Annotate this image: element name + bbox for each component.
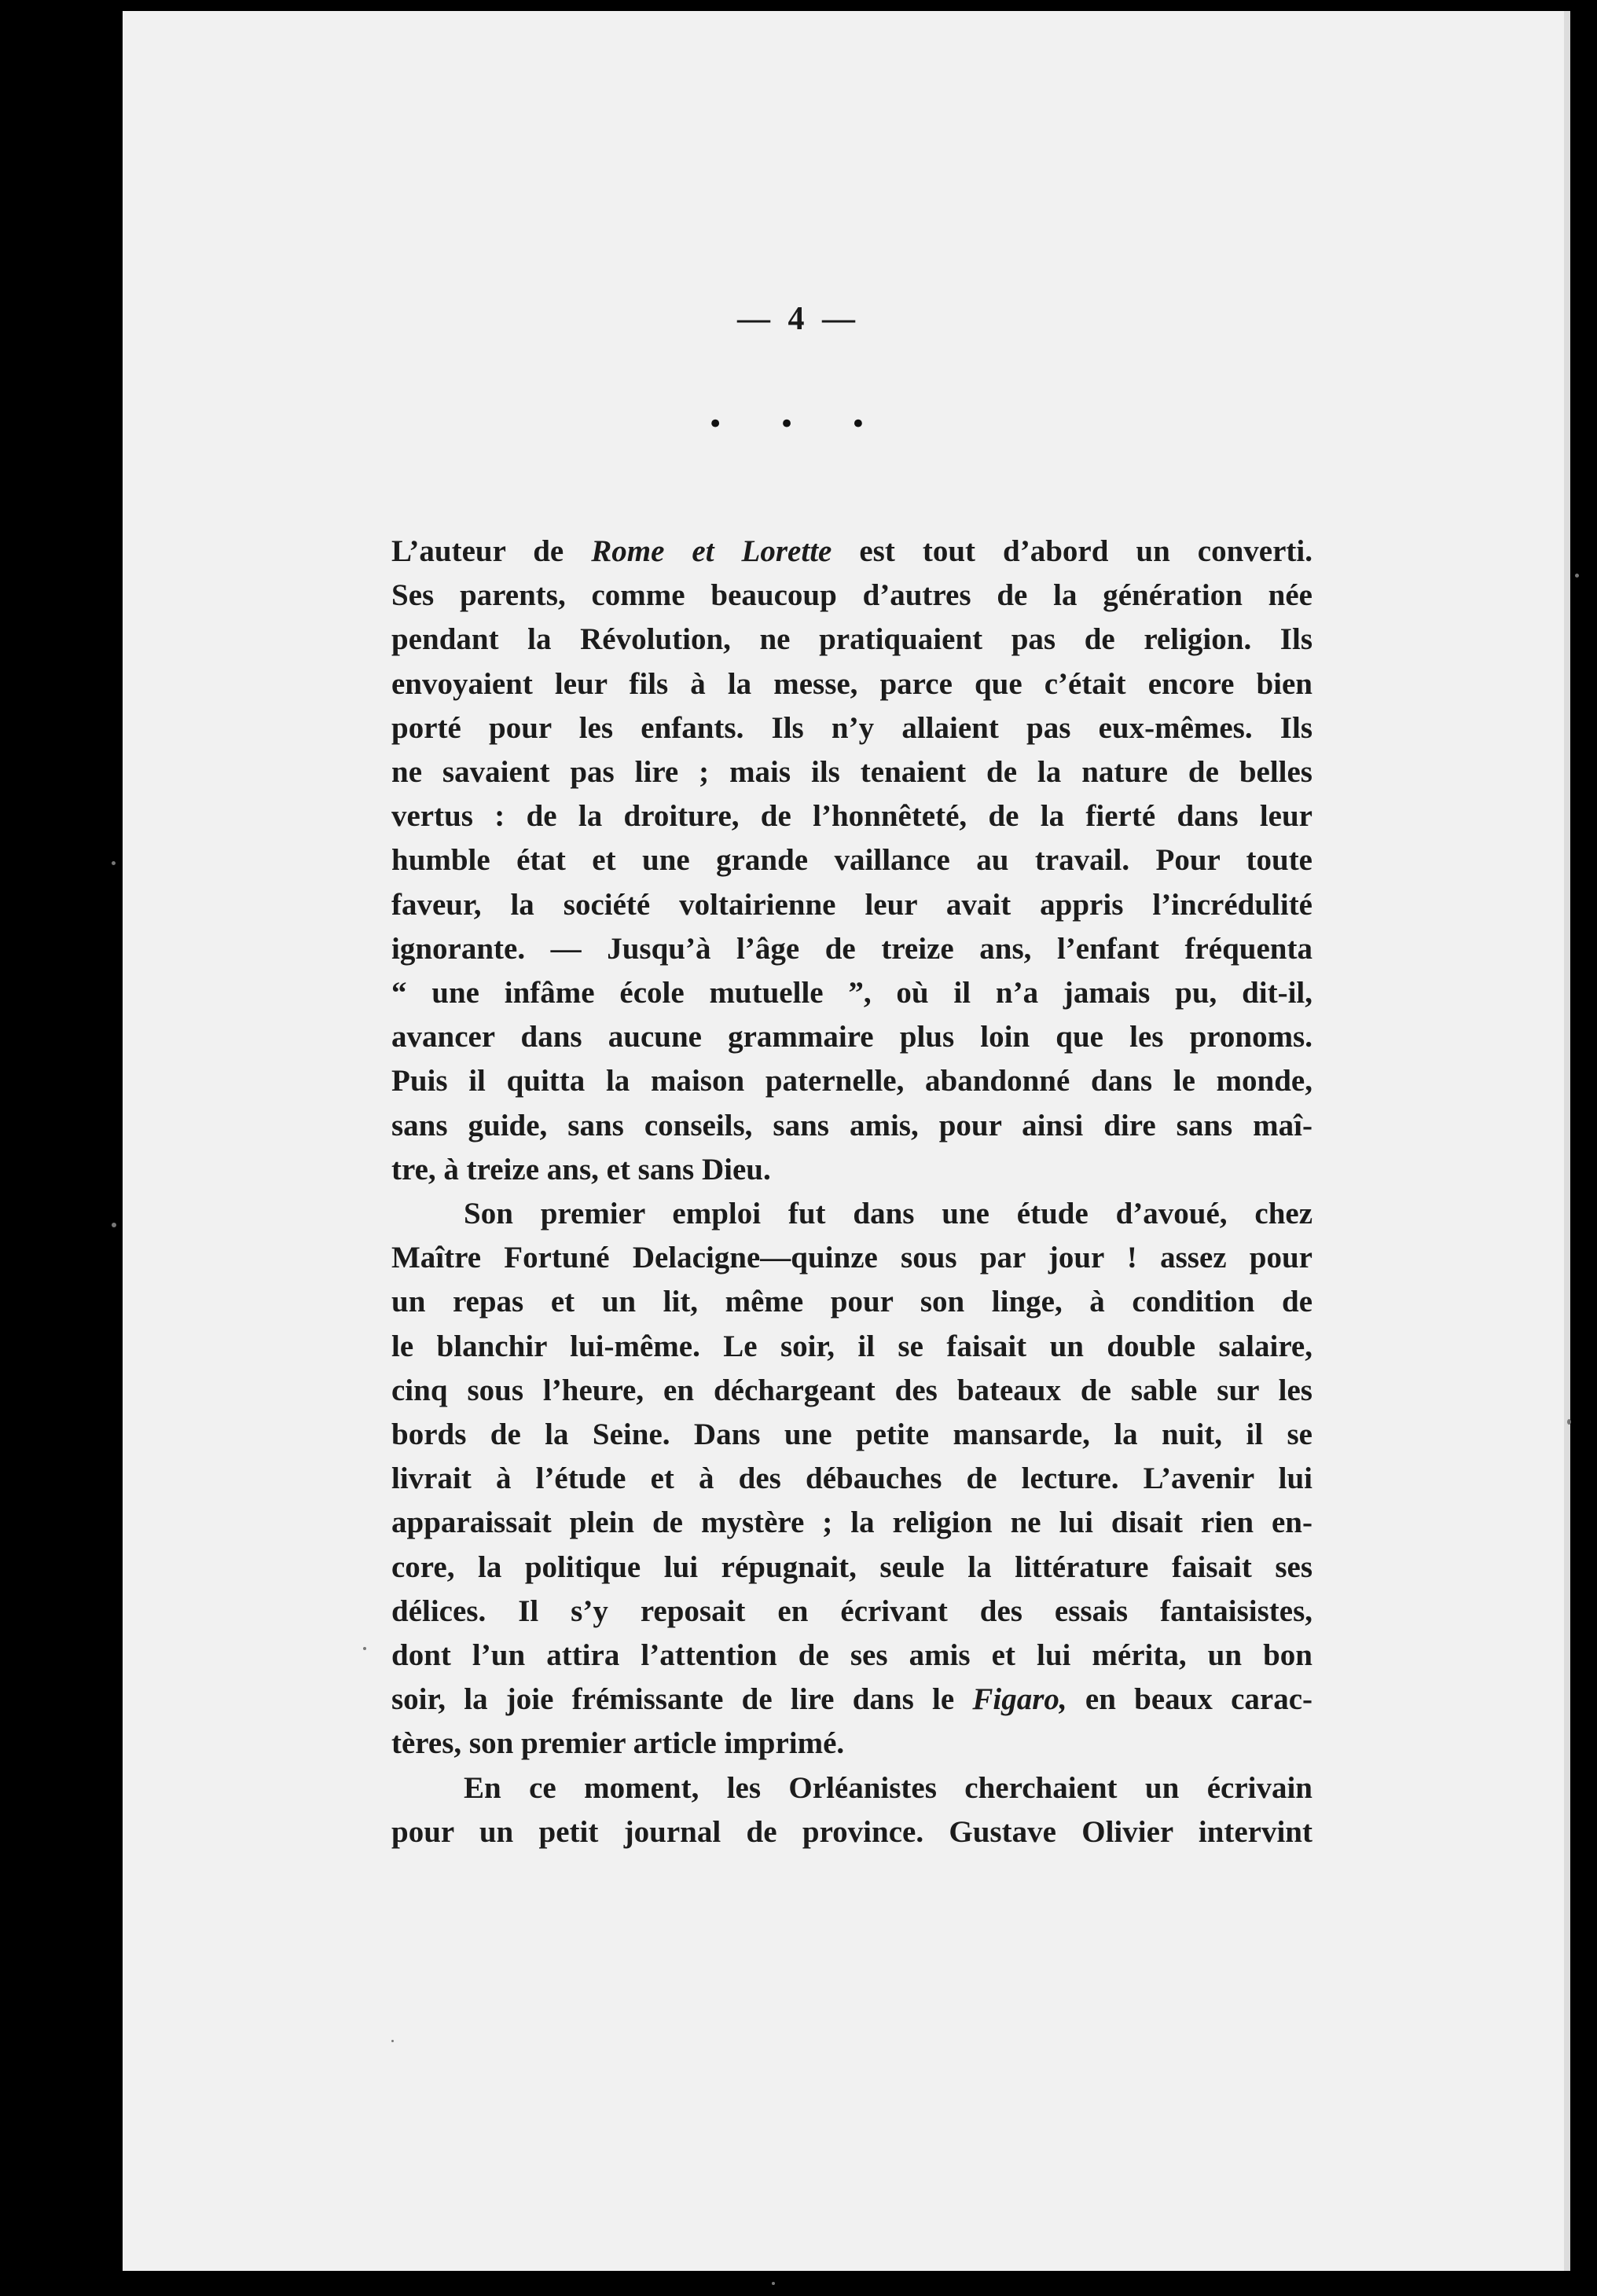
text-line: livrait à l’étude et à des débauches de lecture. L’avenir lui <box>391 1462 1312 1496</box>
text-line: un repas et un lit, même pour son linge, à condition de <box>391 1285 1312 1319</box>
text-line: ignorante. — Jusqu’à l’âge de treize ans, l’enfant fréquenta <box>391 931 1312 966</box>
text-line: apparaissait plein de mystère ; la religion ne lui disait rien en- <box>391 1506 1312 1540</box>
text-line: pendant la Révolution, ne pratiquaient pas de religion. Ils <box>391 622 1312 657</box>
text-line: ne savaient pas lire ; mais ils tenaient de la nature de belles <box>391 755 1312 790</box>
text-line: avancer dans aucune grammaire plus loin que les pronoms. <box>391 1020 1312 1054</box>
paragraph <box>391 1192 1312 1766</box>
body-text <box>391 530 1312 1854</box>
text-line <box>391 530 1312 574</box>
text-run: en beaux carac- <box>1067 1682 1312 1717</box>
text-line: humble état et une grande vaillance au travail. Pour toute <box>391 843 1312 878</box>
page-number: — 4 — <box>737 301 860 337</box>
text-line: tères, son premier article imprimé. <box>391 1726 845 1761</box>
text-line: “ une infâme école mutuelle ”, où il n’a jamais pu, dit-il, <box>391 976 1312 1010</box>
italic-title: Figaro, <box>972 1682 1067 1717</box>
text-line: Ses parents, comme beaucoup d’autres de la génération née <box>391 578 1312 613</box>
text-run: est tout d’abord un converti. <box>832 534 1312 568</box>
text-line: cinq sous l’heure, en déchargeant des bateaux de sable sur les <box>391 1373 1312 1407</box>
text-line: bords de la Seine. Dans une petite mansarde, la nuit, il se <box>391 1418 1312 1452</box>
text-line: Puis il quitta la maison paternelle, abandonné dans le monde, <box>391 1064 1312 1098</box>
text-line: dont l’un attira l’attention de ses amis et lui mérita, un bon <box>391 1638 1312 1673</box>
text-line: délices. Il s’y reposait en écrivant des essais fantaisistes, <box>391 1594 1312 1628</box>
paragraph <box>391 530 1312 1192</box>
text-line: core, la politique lui répugnait, seule la littérature faisait ses <box>391 1550 1312 1584</box>
text-line: Maître Fortuné Delacigne—quinze sous par jour ! assez pour <box>391 1241 1312 1275</box>
text-line: pour un petit journal de province. Gustave Olivier intervint <box>391 1814 1312 1849</box>
paragraph <box>391 1766 1312 1854</box>
text-run: L’auteur de <box>391 534 592 568</box>
text-line: Son premier emploi fut dans une étude d’avoué, chez <box>464 1197 1312 1231</box>
page-edge <box>1564 11 1570 2271</box>
text-line <box>391 1678 1312 1722</box>
text-line: vertus : de la droiture, de l’honnêteté, de la fierté dans leur <box>391 799 1312 834</box>
italic-title: Rome et Lorette <box>591 534 832 568</box>
text-line: tre, à treize ans, et sans Dieu. <box>391 1152 771 1187</box>
text-line: le blanchir lui-même. Le soir, il se faisait un double salaire, <box>391 1329 1312 1363</box>
text-line: En ce moment, les Orléanistes cherchaient un écrivain <box>464 1770 1312 1805</box>
section-separator: • • • <box>707 409 890 440</box>
text-line: faveur, la société voltairienne leur avait appris l’incrédulité <box>391 887 1312 922</box>
text-run: soir, la joie frémissante de lire dans le <box>391 1682 973 1717</box>
text-line: envoyaient leur fils à la messe, parce que c’était encore bien <box>391 666 1312 701</box>
text-line: porté pour les enfants. Ils n’y allaient pas eux-mêmes. Ils <box>391 710 1312 745</box>
text-line: sans guide, sans conseils, sans amis, pour ainsi dire sans maî- <box>391 1108 1312 1142</box>
